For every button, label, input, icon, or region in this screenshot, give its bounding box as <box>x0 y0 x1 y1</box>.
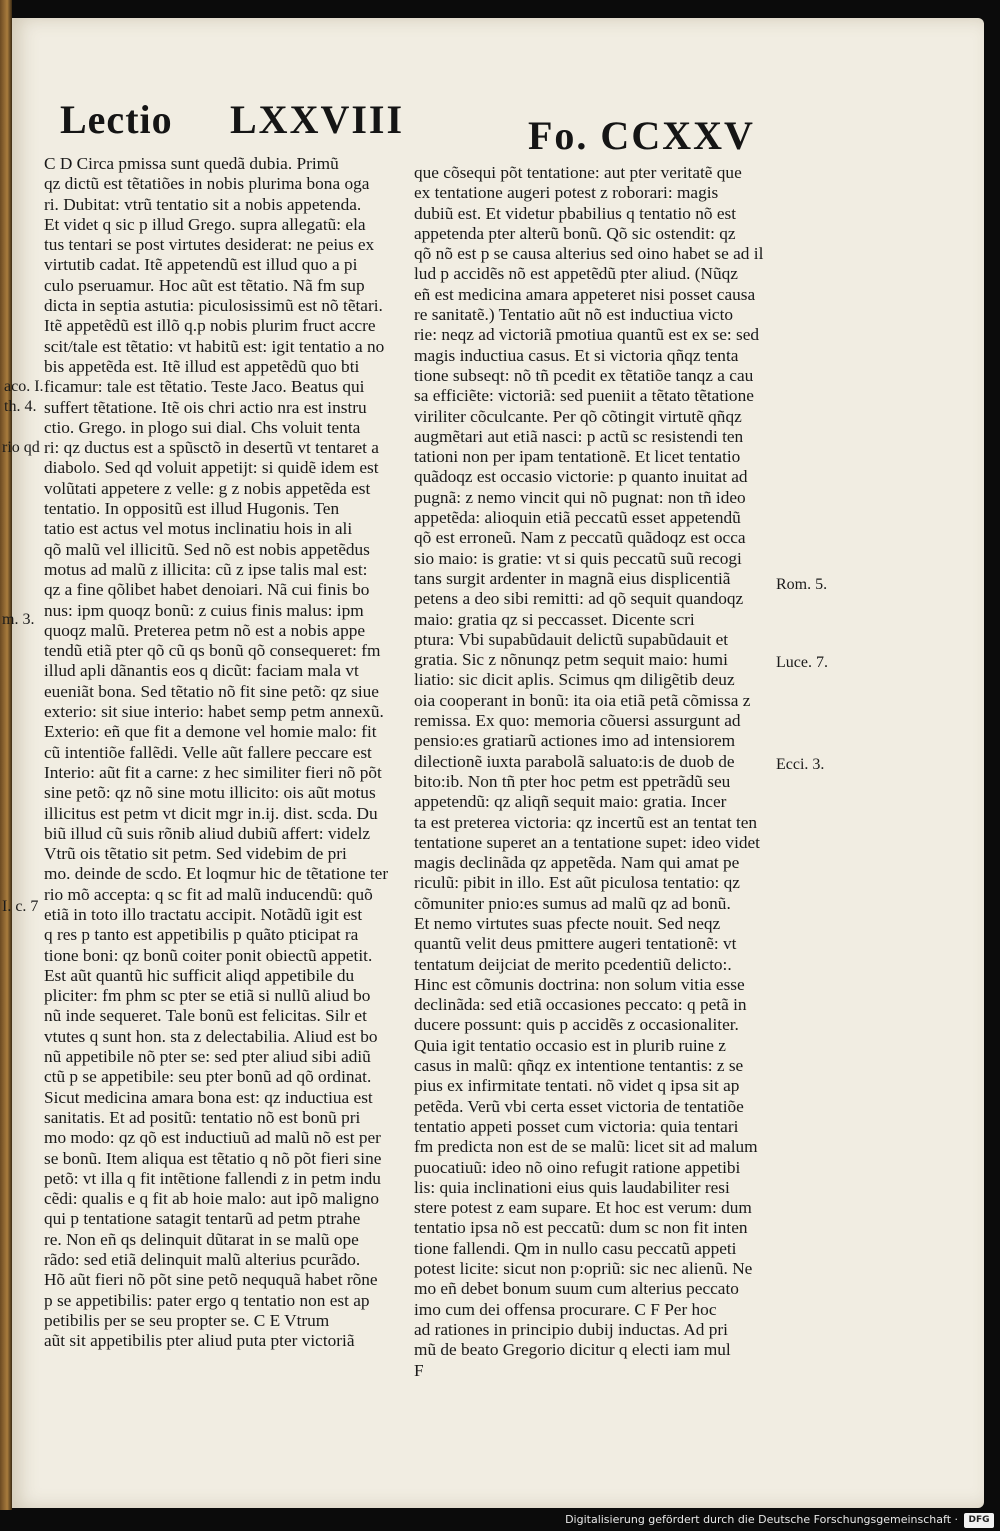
text-line: bito:ib. Non tñ pter hoc petm est ppetrãdũ seu <box>414 771 731 791</box>
text-line: tentatum deijciat de merito pcedentiũ delicto:. <box>414 954 732 974</box>
text-line: nũ appetibile nõ pter se: sed pter aliud sibi adiũ <box>44 1047 371 1067</box>
text-line: ex tentatione augeri potest z roborari: magis <box>414 183 719 203</box>
text-line: volũtati appetere z velle: g z nobis appetẽda est <box>44 478 371 498</box>
text-line: tentatio ipsa nõ est peccatũ: dum sc non fit inten <box>414 1218 748 1238</box>
text-line: rio mõ accepta: q sc fit ad malũ inducendũ: quõ <box>44 884 373 904</box>
text-line: tione fallendi. Qm in nullo casu peccatũ appeti <box>414 1238 737 1258</box>
text-line: Interio: aũt fit a carne: z hec similiter fieri nõ põt <box>44 762 382 782</box>
text-line: scit/tale est tẽtatio: vt habitũ est: igit tentatio a no <box>44 336 385 356</box>
text-line: tentatio appeti posset cum victoria: quia tentari <box>414 1116 739 1136</box>
text-line: rie: neqz ad victoriã pmotiua quantũ est ex se: sed <box>414 325 760 345</box>
text-line: rãdo: sed etiã delinquit malũ alterius pcurãdo. <box>44 1250 361 1270</box>
left-text-column <box>44 154 390 1352</box>
text-line: fm predicta non est de se malũ: licet sit ad malum <box>414 1137 758 1157</box>
text-line: maio: gratia qz si peccasset. Dicente scri <box>414 609 695 629</box>
text-line: quantũ velit deus pmittere augeri tentationẽ: vt <box>414 934 737 954</box>
text-line: quoqz malũ. Preterea petm nõ est a nobis appe <box>44 620 366 640</box>
text-line: C D Circa pmissa sunt quedã dubia. Primũ <box>44 154 339 173</box>
text-line: sio maio: is gratie: vt si quis peccatũ suũ recogi <box>414 548 742 568</box>
text-line: illud apli dãnantis eos q dicũt: faciam mala vt <box>44 661 359 681</box>
text-line: ta est preterea victoria: qz incertũ est an tentat ten <box>414 812 758 832</box>
text-line: magis inductiua casus. Et si victoria qñqz tenta <box>414 345 739 365</box>
folio-number: Fo. CCXXV <box>528 113 755 158</box>
text-line: dilectionẽ iuxta parabolã saluato:is de duob de <box>414 751 735 771</box>
running-header-lectio: Lectio <box>60 97 173 142</box>
text-line: ctũ p se appetibile: seu pter bonũ ad qõ ordinat. <box>44 1067 372 1087</box>
text-line: lis: quia inclinationi eius quis laudabiliter resi <box>414 1177 730 1197</box>
text-line: sine petõ: qz nõ sine motu illicito: ois aũt motus <box>44 783 376 803</box>
text-line: gratia. Sic z nõnunqz petm sequit maio: humi <box>414 650 728 670</box>
text-line: sa efficiẽte: victoriã: sed pueniit a tẽtato tẽtatione <box>414 386 754 406</box>
footer-bar <box>0 1510 1000 1531</box>
text-line: potest licite: sicut non p:opriũ: sic nec alienũ. Ne <box>414 1259 753 1279</box>
text-line: qz a fine qõlibet habet denoiari. Nã cui finis bo <box>44 580 370 600</box>
text-line: F <box>414 1360 424 1380</box>
text-line: appetẽda: alioquin etiã peccatũ esset appetendũ <box>414 508 741 528</box>
text-line: Vtrũ ois tẽtatio sit petm. Sed videbim de pri <box>44 844 347 864</box>
text-line: qui p tentatione satagit tentarũ ad petm ptrahe <box>44 1209 361 1229</box>
text-line: cũ intentiõe fallẽdi. Velle aũt fallere peccare est <box>44 742 372 762</box>
text-line: petẽda. Verũ vbi certa esset victoria de tentatiõe <box>414 1096 744 1116</box>
text-line: liatio: sic dicit aplis. Scimus qm diligẽtib deuz <box>414 670 735 690</box>
text-line: qõ est erroneũ. Nam z peccatũ quãdoqz est occa <box>414 528 746 548</box>
text-line: diabolo. Sed qd voluit appetijt: si quidẽ idem est <box>44 458 379 478</box>
text-line: qõ malũ vel illicitũ. Sed nõ est nobis appetẽdus <box>44 539 370 559</box>
text-line: exterio: sit siue interio: habet semp petm annexũ. <box>44 702 384 722</box>
text-line: re. Non eñ qs delinquit dũtarat in se malũ ope <box>44 1229 359 1249</box>
text-line: qõ nõ est p se causa alterius sed oino habet se ad il <box>414 244 764 264</box>
text-line: casus in malũ: qñqz ex intentione tentantis: z se <box>414 1056 744 1076</box>
text-line: tationi non per ipam tentationẽ. Et licet tentatio <box>414 447 741 467</box>
text-line: pliciter: fm phm sc pter se etiã si nullũ aliud bo <box>44 986 371 1006</box>
text-line: Itẽ appetẽdũ est illõ q.p nobis plurim fruct accre <box>44 316 376 336</box>
text-line: motus ad malũ z illicita: cũ z ipse talis mal est: <box>44 559 368 579</box>
text-line: aũt sit appetibilis pter aliud puta pter victoriã <box>44 1331 355 1351</box>
text-line: tentatione superet an a tentatione supet: ideo videt <box>414 832 760 852</box>
text-line: tus tentari se post virtutes desiderat: ne peius ex <box>44 235 375 255</box>
margin-note: m. 3. <box>2 611 35 628</box>
margin-note: I. c. 7 <box>2 898 39 915</box>
text-line: mũ de beato Gregorio dicitur q electi iam mul <box>414 1340 731 1360</box>
text-line: mo. deinde de scdo. Et loqmur hic de tẽtatione ter <box>44 864 389 884</box>
funding-notice: Digitalisierung gefördert durch die Deutsche Forschungsgemeinschaft · <box>565 1513 958 1526</box>
text-line: suffert tẽtatione. Itẽ ois chri actio nra est instru <box>44 397 367 417</box>
text-line: Est aũt quantũ hic sufficit aliqd appetibile du <box>44 965 355 985</box>
text-line: puocatiuũ: ideo nõ oino refugit ratione appetibi <box>414 1157 741 1177</box>
text-line: petens a deo sibi remitti: ad qõ sequit quandoqz <box>414 589 744 609</box>
book-binding-edge <box>0 0 12 1510</box>
text-line: dicta in septia astutia: piculosissimũ est nõ tẽtari. <box>44 296 383 316</box>
text-line: tatio est actus vel motus inclinatiu hois in ali <box>44 519 353 539</box>
text-line: viriliter cõculcante. Per qõ cõtingit virtutẽ qñqz <box>414 406 742 426</box>
text-line: vtutes q sunt hon. sta z delectabilia. Aliud est bo <box>44 1026 378 1046</box>
text-line: p se appetibilis: pater ergo q tentatio non est ap <box>44 1290 370 1310</box>
text-line: augmẽtari aut etiã nasci: p actũ sc resistendi ten <box>414 426 744 446</box>
text-line: nũ inde sequeret. Tale bonũ est felicitas. Silr et <box>44 1006 367 1026</box>
margin-note: th. 4. <box>4 398 37 415</box>
text-line: ad rationes in principio dubij inductas. Ad pri <box>414 1319 728 1339</box>
text-line: ptura: Vbi supabũdauit delictũ supabũdauit et <box>414 629 729 649</box>
text-line: eñ est medicina amara appeteret nisi posset causa <box>414 284 756 304</box>
text-line: Hinc est cõmunis doctrina: non solum vitia esse <box>414 974 745 994</box>
text-line: qz dictũ est tẽtatiões in nobis plurima bona oga <box>44 174 370 194</box>
text-line: ri: qz ductus est a spũsctõ in desertũ vt tentaret a <box>44 438 379 458</box>
text-line: magis declinãda qz appetẽda. Nam qui amat pe <box>414 853 740 873</box>
margin-note: aco. I. <box>4 378 44 395</box>
text-line: sanitatis. Et ad positũ: tentatio nõ est bonũ pri <box>44 1107 361 1127</box>
text-line: eueniãt bona. Sed tẽtatio nõ fit sine petõ: qz siue <box>44 681 379 701</box>
text-line: Sicut medicina amara bona est: qz inductiua est <box>44 1087 373 1107</box>
text-line: petibilis per se seu propter se. C E Vtrum <box>44 1310 330 1330</box>
text-line: tione boni: qz bonũ coiter ponit obiectũ appetit. <box>44 945 373 965</box>
right-text-column <box>414 163 776 1381</box>
text-line: re sanitatẽ.) Tentatio aũt nõ est inductiua victo <box>414 305 734 325</box>
text-line: declinãda: sed etiã occasiones peccato: q petã in <box>414 995 747 1015</box>
margin-note: rio qd <box>2 439 40 456</box>
text-line: etiã in toto illo tractatu accipit. Notãdũ igit est <box>44 904 363 924</box>
text-line: appetendũ: qz aliqñ sequit maio: gratia. Incer <box>414 792 727 812</box>
text-line: culo pseruamur. Hoc aũt est tẽtatio. Nã fm sup <box>44 275 365 295</box>
text-line: cẽdi: qualis e q fit ab hoie malo: aut ipõ maligno <box>44 1189 379 1209</box>
text-line: tendũ etiã pter qõ cũ qs bonũ qõ consequeret: fm <box>44 641 381 661</box>
text-line: Quia igit tentatio occasio est in plurib ruine z <box>414 1035 726 1055</box>
text-line: appetenda pter alterũ bonũ. Qõ sic ostendit: qz <box>414 223 736 243</box>
text-line: remissa. Ex quo: memoria cõuersi assurgunt ad <box>414 711 741 731</box>
text-line: q res p tanto est appetibilis p quãto pticipat ra <box>44 925 359 945</box>
text-line: tione subseqt: nõ tñ pcedit ex tẽtatiõe tanqz a cau <box>414 365 754 385</box>
text-line: dubiũ est. Et videtur pbabilius q tentatio nõ est <box>414 203 737 223</box>
text-line: riculũ: pibit in illo. Est aũt piculosa tentatio: qz <box>414 873 740 893</box>
text-line: Et nemo virtutes suas pfecte nouit. Sed neqz <box>414 913 721 933</box>
text-line: imo cum dei offensa procurare. C F Per hoc <box>414 1299 717 1319</box>
text-line: ficamur: tale est tẽtatio. Teste Jaco. Beatus qui <box>44 377 365 397</box>
text-line: virtutib cadat. Itẽ appetendũ est illud quo a pi <box>44 255 358 275</box>
text-line: petõ: vt illa q fit intẽtione fallendi z in petm indu <box>44 1168 381 1188</box>
text-line: ducere possunt: quis p accidẽs z occasionaliter. <box>414 1015 739 1035</box>
text-line: quãdoqz est occasio victorie: p quanto inuitat ad <box>414 467 748 487</box>
text-line: cõmuniter pnio:es sumus ad malũ qz ad bonũ. <box>414 893 731 913</box>
text-line: biũ illud cũ suis rõnib aliud dubiũ affert: videlz <box>44 823 371 843</box>
text-line: se bonũ. Item aliqua est tẽtatio q nõ põt fieri sine <box>44 1148 382 1168</box>
text-line: nus: ipm quoqz bonũ: z cuius finis malus: ipm <box>44 600 364 620</box>
text-line: stere potest z eam supare. Et hoc est verum: dum <box>414 1198 752 1218</box>
text-line: illicitus est petm vt dicit mgr in.ij. dist. scda. Du <box>44 803 378 823</box>
text-line: pensio:es gratiarũ actiones imo ad intensiorem <box>414 731 736 751</box>
text-line: tans surgit ardenter in magnã eius displicentiã <box>414 568 731 588</box>
text-line: mo modo: qz qõ est inductiuũ ad malũ nõ est per <box>44 1128 381 1148</box>
text-line: pius ex infirmitate tentati. nõ videt q ipsa sit ap <box>414 1076 740 1096</box>
text-line: bis appetẽda est. Itẽ illud est appetẽdũ quo bti <box>44 356 360 376</box>
text-line: ctio. Grego. in plogo sui dial. Chs voluit tenta <box>44 417 361 437</box>
text-line: tentatio. In oppositũ est illud Hugonis. Ten <box>44 499 340 519</box>
running-header-lectio-number: LXXVIII <box>230 97 405 142</box>
text-line: pugnã: z nemo vincit qui nõ pugnat: non tñ ideo <box>414 487 746 507</box>
margin-note: Ecci. 3. <box>776 756 825 773</box>
text-line: Exterio: eñ que fit a demone vel homie malo: fit <box>44 722 377 742</box>
text-line: mo eñ debet bonum suum cum alterius peccato <box>414 1279 739 1299</box>
text-line: Hõ aũt fieri nõ põt sine petõ neququã habet rõne <box>44 1270 378 1290</box>
text-line: lud p accidẽs nõ est appetẽdũ pter aliud. (Nũqz <box>414 264 738 284</box>
text-line: ri. Dubitat: vtrũ tentatio sit a nobis appetenda. <box>44 194 362 214</box>
text-line: oia cooperant in bonũ: ita oia etiã petã cõmissa z <box>414 690 751 710</box>
text-line: que cõsequi põt tentatione: aut pter veritatẽ que <box>414 163 742 182</box>
text-line: Et videt q sic p illud Grego. supra allegatũ: ela <box>44 214 366 234</box>
margin-note: Luce. 7. <box>776 654 828 671</box>
margin-note: Rom. 5. <box>776 576 828 593</box>
dfg-logo: DFG <box>964 1513 994 1528</box>
